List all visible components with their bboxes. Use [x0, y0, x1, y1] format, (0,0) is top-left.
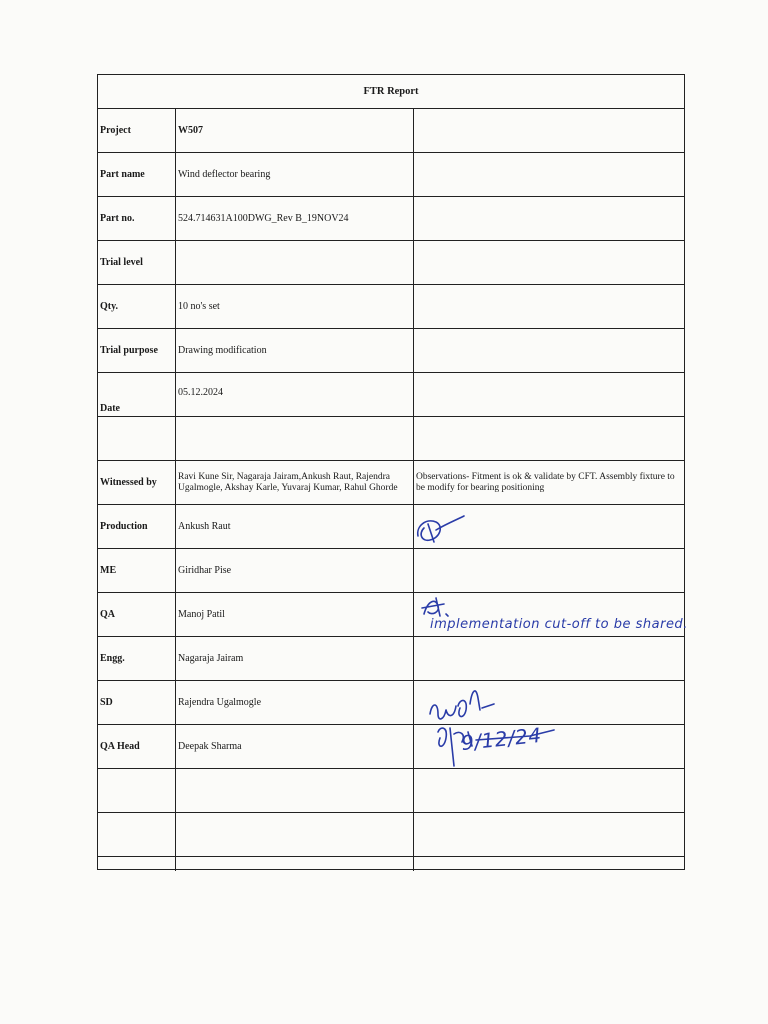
row-label: Part name [98, 153, 176, 196]
table-row-qty [98, 285, 684, 329]
row-remark [414, 373, 684, 416]
row-remark [414, 637, 684, 680]
row-label: Project [98, 109, 176, 152]
row-value: Drawing modification [176, 329, 414, 372]
row-remark [414, 417, 684, 460]
row-label: Date [98, 373, 176, 416]
row-label: QA Head [98, 725, 176, 768]
row-label: Part no. [98, 197, 176, 240]
qa-handwritten-note: implementation cut-off to be shared. [430, 617, 688, 632]
row-remark: Observations- Fitment is ok & validate by CFT. Assembly fixture to be modify for bearing positioning [416, 471, 675, 493]
row-value: Giridhar Pise [176, 549, 414, 592]
row-label: SD [98, 681, 176, 724]
table-row-qa-head [98, 722, 684, 769]
table-row-date [98, 373, 684, 417]
row-value: 10 no's set [176, 285, 414, 328]
table-row-me [98, 549, 684, 593]
row-value [176, 417, 414, 460]
row-value [176, 813, 414, 856]
row-label: Witnessed by [98, 461, 176, 504]
row-remark [414, 153, 684, 196]
row-value [176, 769, 414, 812]
table-row-trial-level [98, 241, 684, 285]
row-remark [414, 813, 684, 856]
row-value: Deepak Sharma [176, 725, 414, 768]
row-remark [414, 857, 684, 871]
row-remark [414, 329, 684, 372]
row-label [98, 769, 176, 812]
row-label: Engg. [98, 637, 176, 680]
row-label: Trial purpose [98, 329, 176, 372]
row-value [176, 857, 414, 871]
row-value: Manoj Patil [176, 593, 414, 636]
row-value [176, 241, 414, 284]
row-remark [414, 241, 684, 284]
table-row-project [98, 109, 684, 153]
ftr-report-table [97, 74, 685, 870]
row-value: 05.12.2024 [176, 373, 414, 416]
row-label [98, 857, 176, 871]
table-row-blank [98, 769, 684, 813]
row-value: 524.714631A100DWG_Rev B_19NOV24 [176, 197, 414, 240]
production-signature [414, 510, 474, 546]
table-row-blank [98, 417, 684, 461]
row-value: Rajendra Ugalmogle [176, 681, 414, 724]
row-label [98, 813, 176, 856]
table-row-blank [98, 813, 684, 857]
table-row-part-name [98, 153, 684, 197]
row-value: Wind deflector bearing [176, 153, 414, 196]
row-remark [414, 285, 684, 328]
row-remark [414, 197, 684, 240]
report-title: FTR Report [98, 75, 684, 109]
row-value: Ravi Kune Sir, Nagaraja Jairam,Ankush Raut, Rajendra Ugalmogle, Akshay Karle, Yuvaraj Kumar, Rahul Ghorde [176, 461, 414, 504]
row-label: Qty. [98, 285, 176, 328]
table-row-witnessed-by [98, 461, 684, 505]
table-row-engg [98, 637, 684, 681]
row-value: Ankush Raut [176, 505, 414, 548]
table-row-blank [98, 857, 684, 871]
row-label: Trial level [98, 241, 176, 284]
row-remark [414, 769, 684, 812]
table-row-trial-purpose [98, 329, 684, 373]
row-remark [414, 549, 684, 592]
row-label [98, 417, 176, 460]
handwritten-date: 9/12/24 [459, 722, 543, 756]
row-label: Production [98, 505, 176, 548]
row-label: ME [98, 549, 176, 592]
table-row-sd [98, 681, 684, 725]
row-value: Nagaraja Jairam [176, 637, 414, 680]
table-row-part-no [98, 197, 684, 241]
row-value: W507 [176, 109, 414, 152]
table-row-production [98, 505, 684, 549]
row-label: QA [98, 593, 176, 636]
row-remark [414, 109, 684, 152]
